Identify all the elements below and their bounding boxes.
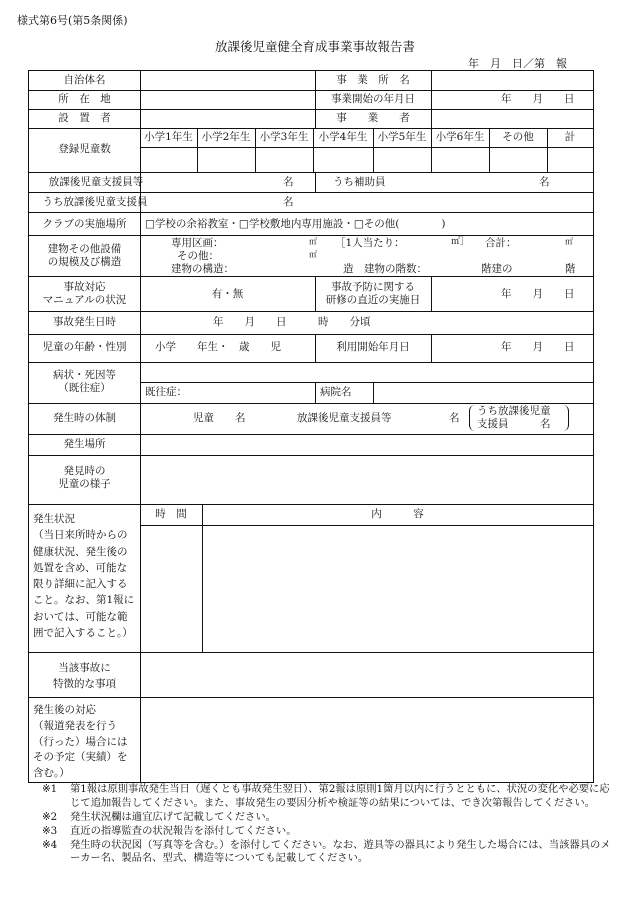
grade-6-header: 小学6年生	[435, 131, 485, 143]
label-staff-sub: うち放課後児童支援員	[42, 196, 148, 208]
row-divider	[140, 382, 593, 383]
row-divider	[140, 147, 593, 148]
training-value: 年 月 日	[501, 288, 575, 300]
facility-area-label: 専用区画：	[171, 237, 224, 249]
row-divider	[29, 311, 593, 312]
time-header: 時 間	[155, 508, 187, 520]
label-registered-children: 登録児童数	[58, 143, 111, 155]
label-manual: 事故対応 マニュアルの状況	[42, 281, 127, 307]
facility-per-person-unit: ㎡］	[451, 237, 470, 247]
label-training: 事故予防に関する 研修の直近の実施日	[325, 281, 421, 307]
facility-total-label: 合計：	[485, 237, 517, 249]
past-illness-label: 既往症：	[145, 386, 187, 398]
note-4: ※4 発生時の状況図（写真等を含む。）を添付してください。なお、遊具等の器具により発生した場合には、当該器具のメーカー名、製品名、型式、構造等についても記載してください。	[42, 838, 611, 865]
label-start-date: 事業開始の年月日	[331, 93, 415, 105]
row-divider	[29, 455, 593, 456]
assistants-unit: 名	[539, 176, 550, 188]
system-staff: 放課後児童支援員等	[297, 412, 392, 424]
row-divider	[29, 434, 593, 435]
note-1: ※1 第1報は原則事故発生当日（遅くとも事故発生翌日）、第2報は原則1箇月以内に行うとともに、状況の変化や必要に応じて追加報告してください。また、事故発生の要因分析や検証等の結果については、でき次第報告してください。	[42, 783, 610, 809]
label-place: 発生場所	[63, 438, 106, 450]
row-divider	[29, 504, 593, 505]
label-founder: 設 置 者	[58, 112, 111, 124]
facility-area-unit: ㎡	[309, 237, 317, 246]
label-situation: 発生状況 （当日来所時からの健康状況、発生後の処置を含め、可能な限り詳細に記入すること。なお、第1報においては、可能な範囲で記入すること。）	[33, 513, 135, 639]
label-response: 発生後の対応 （報道発表を行う（行った）場合にはその予定（実績）を含む。）	[33, 704, 128, 779]
column-divider	[431, 71, 432, 128]
row-divider	[29, 403, 593, 404]
row-divider	[29, 90, 593, 91]
report-form-table	[28, 70, 594, 783]
row-divider	[140, 525, 593, 526]
column-divider	[373, 382, 374, 403]
facility-other-label: その他：	[177, 250, 219, 262]
label-office-name: 事 業 所 名	[336, 74, 410, 86]
page-title: 放課後児童健全育成事業事故報告書	[214, 39, 415, 54]
row-divider	[29, 109, 593, 110]
column-divider	[431, 334, 432, 362]
column-divider	[315, 172, 316, 192]
form-number: 様式第6号(第5条関係)	[17, 14, 128, 27]
column-divider	[431, 276, 432, 311]
notes	[42, 783, 612, 866]
grade-3-header: 小学3年生	[259, 131, 309, 143]
label-system: 発生時の体制	[53, 412, 116, 424]
total-header: 計	[564, 131, 576, 143]
label-facility: 建物その他設備 の規模及び構造	[47, 243, 122, 269]
row-divider	[29, 128, 593, 129]
time-column-divider	[202, 504, 203, 652]
row-divider	[29, 334, 593, 335]
other-header: その他	[502, 131, 534, 143]
staff-unit: 名	[283, 176, 294, 188]
label-operator: 事 業 者	[336, 112, 410, 124]
facility-structure-suffix: 造 建物の階数：	[343, 263, 427, 275]
facility-per-person-label: ［1人当たり：	[335, 237, 405, 249]
content-header: 内 容	[371, 508, 424, 520]
grade-4-header: 小学4年生	[318, 131, 368, 143]
facility-structure-label: 建物の構造：	[171, 263, 234, 275]
row-divider	[29, 172, 593, 173]
column-divider	[315, 382, 316, 403]
row-divider	[29, 212, 593, 213]
start-date-value: 年 月 日	[501, 93, 575, 105]
label-features: 当該事故に 特徴的な事項	[53, 662, 116, 690]
hospital-label: 病院名	[320, 386, 352, 398]
system-staff-unit: 名	[449, 412, 460, 424]
facility-floor: 階	[565, 263, 576, 275]
label-assistants: うち補助員	[333, 176, 386, 188]
row-divider	[29, 652, 593, 653]
system-sub-label: うち放課後児童	[477, 405, 551, 417]
facility-floors: 階建の	[481, 263, 513, 275]
label-accident-datetime: 事故発生日時	[53, 316, 116, 328]
label-club-place: クラブの実施場所	[42, 218, 127, 230]
row-divider	[29, 276, 593, 277]
grade-2-header: 小学2年生	[201, 131, 251, 143]
label-staff: 放課後児童支援員等	[48, 176, 144, 188]
row-divider	[29, 235, 593, 236]
system-children: 児童 名	[193, 412, 246, 424]
system-sub-value: 支援員 名	[477, 418, 551, 430]
staff-sub-unit: 名	[283, 196, 294, 208]
row-divider	[29, 362, 593, 363]
accident-datetime-value: 年 月 日 時 分頃	[213, 316, 371, 328]
label-location: 所 在 地	[58, 93, 111, 105]
label-usage-start: 利用開始年月日	[336, 341, 410, 353]
club-place-options: □学校の余裕教室・□学校敷地内専用施設・□その他( )	[145, 218, 446, 230]
grade-1-header: 小学1年生	[144, 131, 193, 143]
label-child-state: 発見時の 児童の様子	[58, 465, 111, 491]
grade-5-header: 小学5年生	[377, 131, 427, 143]
facility-total-unit: ㎡	[565, 237, 573, 246]
note-2: ※2 発生状況欄は適宜広げて記載してください。	[42, 810, 276, 823]
label-illness: 病状・死因等 （既往症）	[53, 369, 116, 395]
row-divider	[29, 697, 593, 698]
note-3: ※3 直近の指導監査の状況報告を添付してください。	[42, 824, 297, 837]
child-age-sex-value: 小学 年生・ 歳 児	[155, 341, 281, 353]
manual-value: 有・無	[211, 288, 244, 300]
report-date-number: 年 月 日／第 報	[468, 57, 567, 70]
row-divider	[29, 192, 593, 193]
label-child-age-sex: 児童の年齢・性別	[42, 341, 127, 353]
label-municipality: 自治体名	[63, 74, 106, 86]
usage-start-value: 年 月 日	[501, 341, 575, 353]
facility-other-unit: ㎡	[309, 250, 317, 259]
